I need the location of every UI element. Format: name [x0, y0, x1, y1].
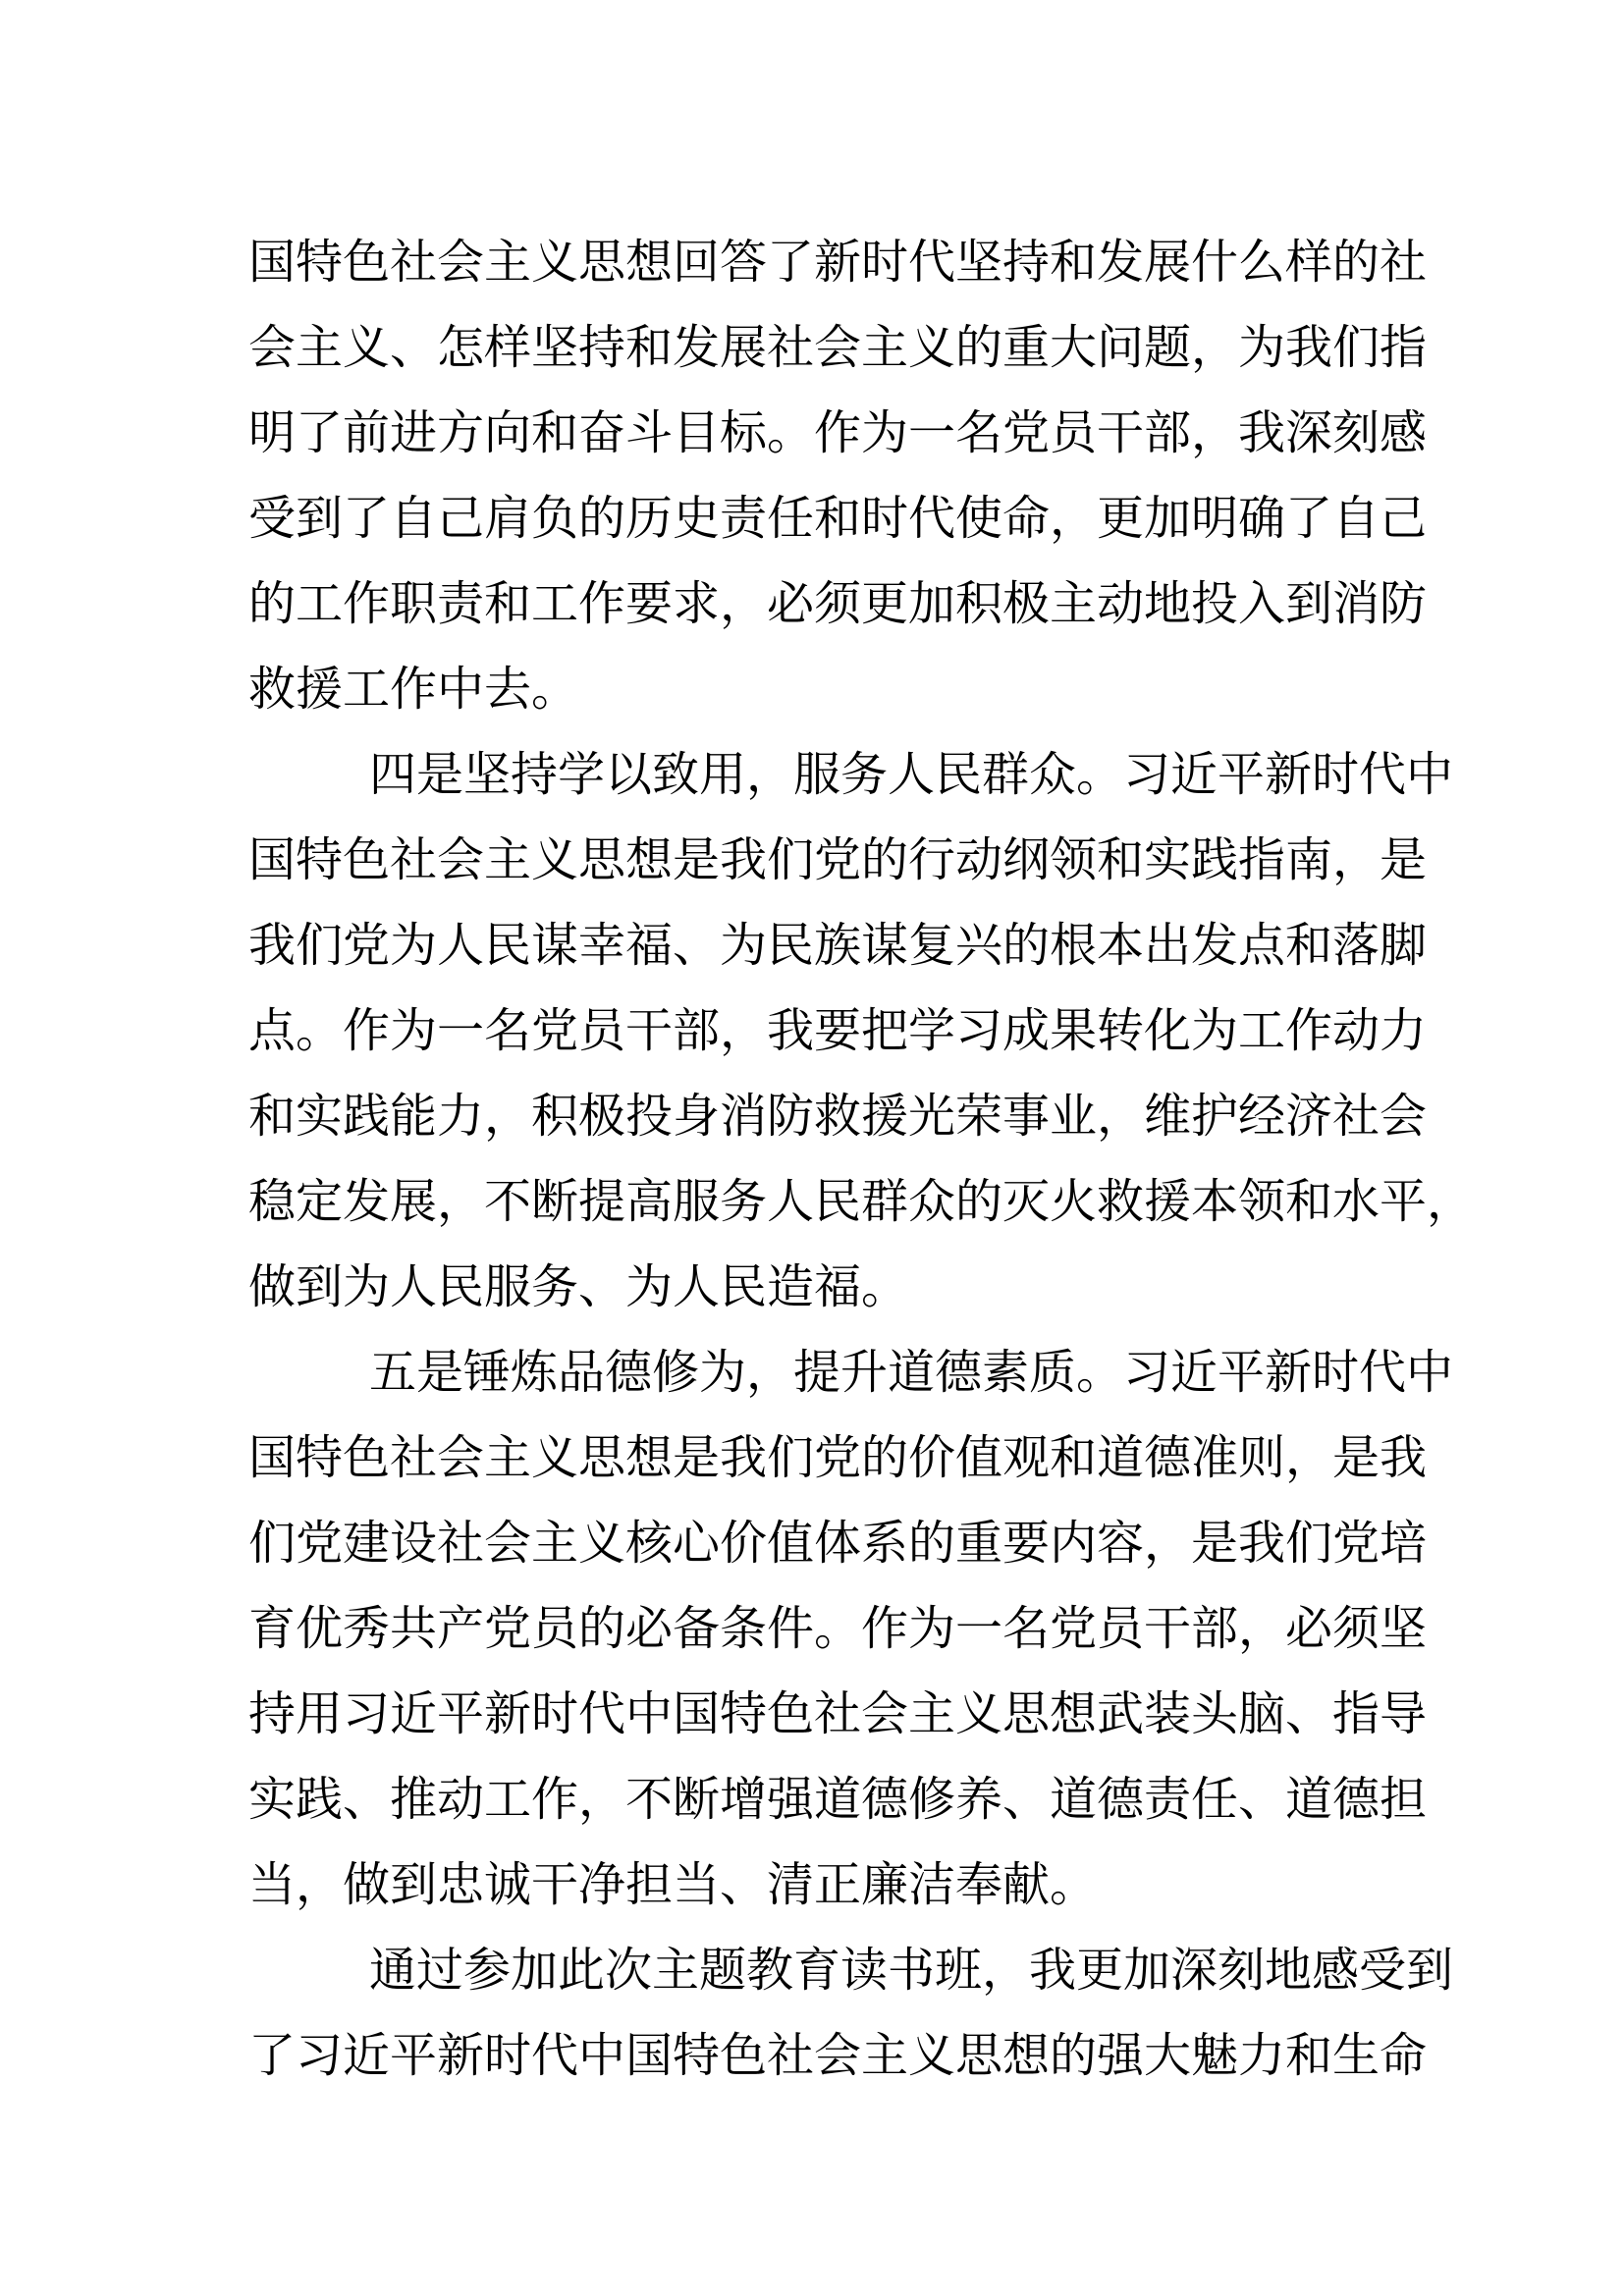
document-page [248, 220, 1475, 2099]
text-line: 四是坚持学以致用，服务人民群众。习近平新时代中 [369, 747, 1454, 802]
text-line: 了习近平新时代中国特色社会主义思想的强大魅力和生命 [248, 2028, 1428, 2083]
text-line: 受到了自己肩负的历史责任和时代使命，更加明确了自己 [248, 491, 1428, 546]
paragraph [248, 732, 1475, 1330]
text-line: 当，做到忠诚干净担当、清正廉洁奉献。 [248, 1857, 1098, 1912]
text-line: 国特色社会主义思想是我们党的价值观和道德准则，是我 [248, 1430, 1428, 1485]
text-line: 持用习近平新时代中国特色社会主义思想武装头脑、指导 [248, 1686, 1428, 1741]
text-line: 明了前进方向和奋斗目标。作为一名党员干部，我深刻感 [248, 405, 1428, 460]
text-line: 国特色社会主义思想回答了新时代坚持和发展什么样的社 [248, 235, 1428, 290]
text-line: 的工作职责和工作要求，必须更加积极主动地投入到消防 [248, 576, 1428, 631]
paragraph [248, 1928, 1454, 2099]
text-line: 和实践能力，积极投身消防救援光荣事业，维护经济社会 [248, 1089, 1428, 1144]
text-line: 我们党为人民谋幸福、为民族谋复兴的根本出发点和落脚 [248, 918, 1428, 973]
text-line: 育优秀共产党员的必备条件。作为一名党员干部，必须坚 [248, 1601, 1428, 1656]
text-line: 稳定发展，不断提高服务人民群众的灭火救援本领和水平， [248, 1174, 1475, 1229]
text-line: 们党建设社会主义核心价值体系的重要内容，是我们党培 [248, 1516, 1428, 1571]
text-line: 做到为人民服务、为人民造福。 [248, 1259, 909, 1314]
text-line: 五是锤炼品德修为，提升道德素质。习近平新时代中 [369, 1345, 1454, 1400]
text-line: 实践、推动工作，不断增强道德修养、道德责任、道德担 [248, 1772, 1428, 1827]
paragraph [248, 1330, 1454, 1928]
text-line: 会主义、怎样坚持和发展社会主义的重大问题，为我们指 [248, 320, 1428, 375]
text-line: 通过参加此次主题教育读书班，我更加深刻地感受到 [369, 1943, 1454, 1998]
paragraph [248, 220, 1428, 732]
text-line: 点。作为一名党员干部，我要把学习成果转化为工作动力 [248, 1003, 1428, 1058]
text-line: 国特色社会主义思想是我们党的行动纲领和实践指南，是 [248, 832, 1428, 887]
text-line: 救援工作中去。 [248, 662, 579, 717]
